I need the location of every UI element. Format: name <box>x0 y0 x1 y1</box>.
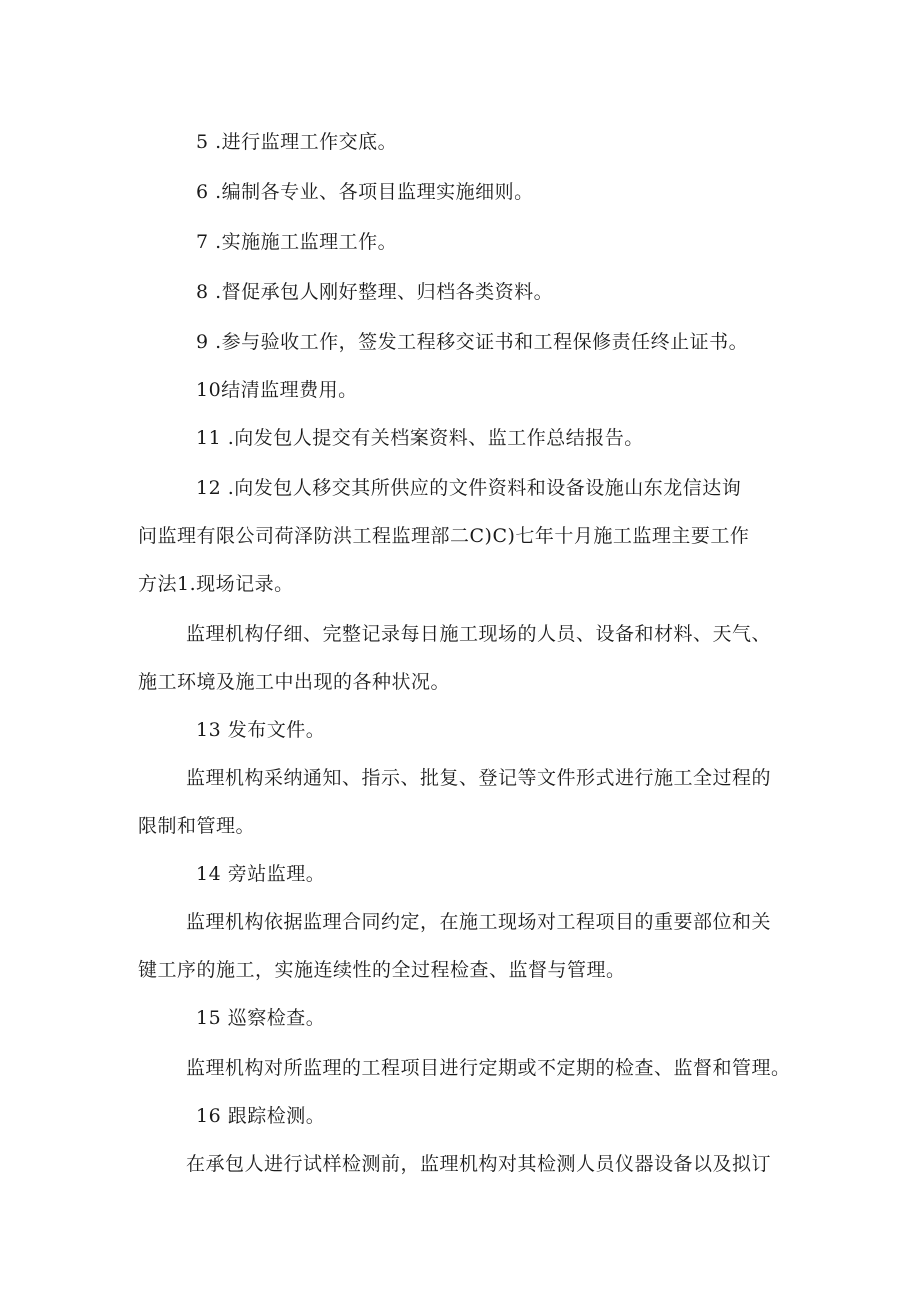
paragraph-line: 方法1.现场记录。 <box>138 573 294 595</box>
paragraph-line: 键工序的施工，实施连续性的全过程检查、监督与管理。 <box>138 959 626 981</box>
list-item-7: 7 .实施施工监理工作。 <box>196 231 398 253</box>
paragraph-line: 监理机构对所监理的工程项目进行定期或不定期的检查、监督和管理。 <box>186 1057 791 1079</box>
list-item-16: 16 跟踪检测。 <box>196 1105 326 1127</box>
paragraph-line: 问监理有限公司荷泽防洪工程监理部二C)C)七年十月施工监理主要工作 <box>138 525 750 547</box>
list-item-12: 12 .向发包人移交其所供应的文件资料和设备设施山东龙信达询 <box>196 477 742 499</box>
list-item-5: 5 .进行监理工作交底。 <box>196 131 398 153</box>
list-item-14: 14 旁站监理。 <box>196 863 326 885</box>
paragraph-line: 施工环境及施工中出现的各种状况。 <box>138 671 451 693</box>
list-item-9: 9 .参与验收工作，签发工程移交证书和工程保修责任终止证书。 <box>196 331 749 353</box>
list-item-10: 10结清监理费用。 <box>196 379 358 401</box>
list-item-15: 15 巡察检查。 <box>196 1007 326 1029</box>
paragraph-line: 监理机构依据监理合同约定，在施工现场对工程项目的重要部位和关 <box>186 911 772 933</box>
paragraph-line: 在承包人进行试样检测前，监理机构对其检测人员仪器设备以及拟订 <box>186 1153 772 1175</box>
paragraph-line: 监理机构采纳通知、指示、批复、登记等文件形式进行施工全过程的 <box>186 767 772 789</box>
list-item-6: 6 .编制各专业、各项目监理实施细则。 <box>196 181 534 203</box>
list-item-13: 13 发布文件。 <box>196 719 326 741</box>
paragraph-line: 监理机构仔细、完整记录每日施工现场的人员、设备和材料、天气、 <box>186 623 772 645</box>
paragraph-line: 限制和管理。 <box>138 815 256 837</box>
list-item-8: 8 .督促承包人刚好整理、归档各类资料。 <box>196 281 554 303</box>
list-item-11: 11 .向发包人提交有关档案资料、监工作总结报告。 <box>196 427 644 449</box>
